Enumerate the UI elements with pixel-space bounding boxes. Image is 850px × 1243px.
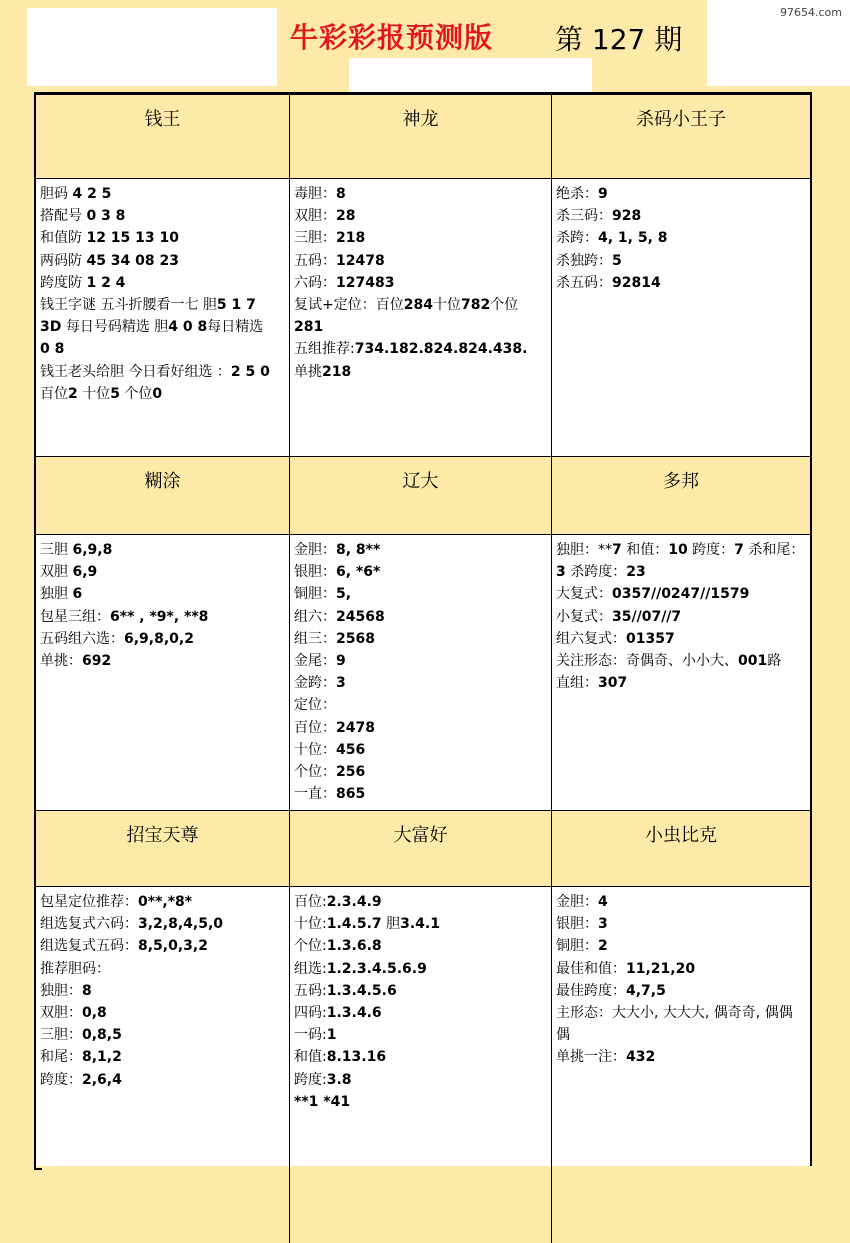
entry-value: 3 [336,675,346,692]
entry-value: 3D [40,319,62,336]
entry-value: 4, 1, 5, 8 [598,230,668,247]
entry-line [40,361,285,383]
entry-label: 百位: [294,894,327,910]
entry-line [294,338,547,360]
entry-label: 两码防 [40,252,87,269]
entry-line [294,935,547,957]
entry-line [294,628,547,650]
section-header: 杀码小王子 [552,95,810,179]
entry-value: 218 [336,230,366,247]
site-watermark: 97654.com [780,6,842,19]
entry-value: 928 [612,208,642,225]
entry-value: 8,1,2 [82,1049,122,1066]
entry-line [294,694,547,716]
entry-line [556,250,806,272]
entry-line [40,338,285,360]
entry-line [40,316,285,338]
entry-value: 0 8 [40,341,65,358]
entry-value: 6,9 [72,564,98,581]
entry-label: 金跨： [294,675,336,692]
entry-value: 35//07//7 [612,608,682,625]
entry-label: 铜胆： [556,938,598,955]
entry-label: 胆 [381,916,401,933]
entry-value: 5 1 7 [216,297,256,314]
entry-line [294,294,547,338]
entry-label: 五码： [294,252,336,269]
entry-label: 和值防 [40,230,87,247]
entry-label: 组六复式： [556,630,626,647]
entry-label: 组选复式五码： [40,938,138,955]
entry-value: 2568 [336,630,375,647]
entry-label: 双胆： [40,1005,82,1022]
entry-label: 五码: [294,982,327,999]
entry-label: 跨度： [687,542,735,558]
entry-line [294,783,547,805]
entry-value: 2 [598,938,608,955]
entry-line [556,583,806,605]
entry-label: 四码: [294,1005,327,1022]
entry-line [294,272,547,294]
entry-label: 双胆： [294,208,336,225]
section-body [290,179,552,457]
entry-value: 4 2 5 [72,186,112,202]
entry-value: 1.3.4.5.6 [326,982,397,999]
entry-value: 0 3 8 [86,208,126,225]
entry-label: 毒胆： [294,186,336,202]
entry-line [40,272,285,294]
entry-line [294,1046,547,1068]
entry-value: 1.2.3.4.5.6.9 [326,960,427,977]
entry-line [40,650,285,672]
entry-value: 5, [336,586,352,603]
entry-label: 和值: [294,1049,327,1066]
entry-line [40,1002,285,1024]
entry-label: 直组： [556,675,598,692]
entry-label: 单挑 [294,363,322,380]
entry-value: 6** , *9*, **8 [110,608,209,625]
entry-value: 8,5,0,3,2 [138,938,208,955]
section-body [36,887,290,1243]
entry-label: 钱王字谜 五斗折腰看一七 胆 [40,297,217,314]
section-header: 辽大 [290,457,552,535]
entry-label: 个位 [119,385,153,402]
entry-line [294,205,547,227]
section-body [36,535,290,811]
entry-value: 9 [598,186,608,202]
entry-value: 24568 [336,608,385,625]
entry-line [40,561,285,583]
entry-label: 独胆：** [556,542,612,558]
entry-label: 小复式： [556,608,612,625]
entry-value: 2 5 0 [230,363,270,380]
entry-value: 432 [626,1049,656,1066]
entry-value: 456 [336,741,366,758]
entry-label: 杀三码： [556,208,612,225]
entry-value: 8 [82,982,92,999]
entry-label: 单挑一注： [556,1049,626,1066]
entry-line [294,183,547,205]
section-header: 神龙 [290,95,552,179]
entry-line [40,383,285,405]
entry-line [556,1046,806,1068]
entry-value: 0357//0247//1579 [612,586,750,603]
entry-label: 铜胆： [294,586,336,603]
entry-value: 2,6,4 [82,1071,122,1088]
entry-value: 2478 [336,719,375,736]
entry-label: 一直： [294,786,336,803]
entry-line [40,935,285,957]
entry-line [40,294,285,316]
entry-label: 独胆： [40,982,82,999]
section-body [552,179,810,457]
entry-value: 218 [322,363,352,380]
entry-line [40,1069,285,1091]
entry-line [40,628,285,650]
entry-label: 包星定位推荐： [40,894,138,910]
entry-value: 92814 [612,274,661,291]
entry-line [294,980,547,1002]
entry-line [40,250,285,272]
entry-value: 4 [598,894,608,910]
entry-label: 银胆： [294,564,336,581]
entry-label: 银胆： [556,916,598,933]
entry-label: 关注形态：奇偶奇、小小大、 [556,653,738,670]
entry-value: 3,2,8,4,5,0 [138,916,224,933]
entry-value: 3 [556,564,566,581]
entry-value: 2.3.4.9 [326,894,382,910]
entry-value: 0,8 [82,1005,107,1022]
entry-label: 金胆： [294,542,336,558]
entry-label: 十位 [432,297,461,314]
entry-line [556,205,806,227]
entry-line [40,913,285,935]
section-body [36,179,290,457]
entry-label: 杀跨： [556,230,598,247]
entry-label: 大复式： [556,586,612,603]
entry-label: 金胆： [556,894,598,910]
entry-label: 最佳和值： [556,960,626,977]
entry-line [294,1024,547,1046]
entry-label: 杀跨度： [565,564,627,581]
entry-value: 1.3.6.8 [326,938,382,955]
entry-line [294,913,547,935]
entry-line [40,583,285,605]
entry-value: 11,21,20 [626,960,696,977]
entry-value: 5 [612,252,622,269]
entry-line [556,628,806,650]
entry-value: 3 [598,916,608,933]
section-body [290,535,552,811]
entry-line [294,717,547,739]
table-corner-mark [34,1162,42,1170]
blank-area-center [349,58,592,94]
entry-value: 2 [68,385,78,402]
entry-line [294,1069,547,1091]
entry-line [556,227,806,249]
entry-value: 782 [460,297,491,314]
entry-label: 杀五码： [556,274,612,291]
entry-label: 一码: [294,1027,327,1044]
entry-line [556,672,806,694]
entry-label: 路 [767,653,782,670]
entry-label: 五码组六选： [40,630,124,647]
entry-label: 百位： [294,719,336,736]
entry-line [40,1046,285,1068]
entry-label: 最佳跨度： [556,982,626,999]
entry-label: 胆码 [40,186,73,202]
entry-label: 个位： [294,764,336,781]
entry-line [40,958,285,980]
page-title: 牛彩彩报预测版 [290,21,494,54]
entry-value: 28 [336,208,356,225]
entry-line [294,958,547,980]
entry-value: 1.3.4.6 [326,1005,382,1022]
entry-label: 推荐胆码： [40,960,110,977]
entry-label: 组选复式六码： [40,916,138,933]
entry-line [556,891,806,913]
entry-value: 6 [72,586,83,603]
entry-line [556,650,806,672]
entry-line [294,650,547,672]
entry-value: 6,9,8 [72,542,113,558]
entry-value: 256 [336,764,366,781]
entry-label: 独胆 [40,586,73,603]
entry-line [294,891,547,913]
entry-line [294,1002,547,1024]
entry-label: 和尾： [40,1049,82,1066]
entry-line [294,761,547,783]
entry-label: 金尾： [294,653,336,670]
entry-value: 23 [626,564,646,581]
entry-value: 7 [612,542,622,558]
entry-line [556,935,806,957]
entry-line [40,1024,285,1046]
section-body [290,887,552,1243]
entry-value: 10 [668,542,688,558]
entry-line [294,739,547,761]
section-header: 糊涂 [36,457,290,535]
entry-label: 绝杀： [556,186,598,202]
entry-line [40,205,285,227]
entry-line [294,227,547,249]
entry-value: 0,8,5 [82,1027,122,1044]
entry-label: 十位 [77,385,111,402]
entry-line [556,1002,806,1046]
prediction-table [34,92,812,1166]
entry-value: 284 [403,297,433,314]
entry-label: 杀和尾： [743,542,805,558]
entry-value: 734.182.824.824.438. [354,341,528,358]
entry-value: 692 [82,653,112,670]
section-header: 小虫比克 [552,811,810,887]
entry-value: **1 *41 [294,1093,351,1110]
entry-line [556,913,806,935]
entry-line [40,891,285,913]
entry-value: 865 [336,786,366,803]
entry-line [40,183,285,205]
entry-label: 定位： [294,697,336,714]
entry-value: 6,9,8,0,2 [124,630,194,647]
entry-value: 3.8 [326,1071,352,1088]
section-header: 多邦 [552,457,810,535]
entry-line [556,980,806,1002]
entry-value: 4,7,5 [626,982,666,999]
entry-value: 8.13.16 [326,1049,387,1066]
entry-line [40,980,285,1002]
entry-value: 8 [336,186,346,202]
entry-label: 搭配号 [40,208,87,225]
entry-value: 12478 [336,252,385,269]
entry-label: 跨度防 [40,274,87,291]
entry-value: 12 15 13 10 [86,230,180,247]
entry-value: 7 [734,542,744,558]
section-header: 大富好 [290,811,552,887]
entry-line [40,539,285,561]
entry-label: 每日号码精选 胆 [61,319,169,336]
entry-label: 包星三组： [40,608,110,625]
entry-label: 钱王老头给胆 今日看好组选 ： [40,363,231,380]
entry-line [294,539,547,561]
entry-label: 组六： [294,608,336,625]
entry-line [294,561,547,583]
blank-area-left [27,8,277,86]
entry-value: 127483 [336,274,395,291]
entry-value: 0**,*8* [138,894,193,910]
entry-label: 三胆 [40,542,73,558]
entry-value: 281 [294,319,324,336]
entry-value: 9 [336,653,346,670]
entry-line [294,361,547,383]
entry-label: 十位： [294,741,336,758]
section-body [552,887,810,1243]
entry-line [40,606,285,628]
entry-label: 复试+定位：百位 [294,297,404,314]
entry-label: 主形态：大大小, 大大大, 偶奇奇, 偶偶偶 [556,1005,793,1044]
entry-value: 307 [598,675,628,692]
issue-number: 第 127 期 [555,23,683,56]
entry-line [294,606,547,628]
entry-label: 六码： [294,274,336,291]
entry-value: 3.4.1 [400,916,440,933]
entry-label: 五组推荐: [294,341,355,358]
entry-value: 1.4.5.7 [326,916,382,933]
entry-label: 个位: [294,938,327,955]
entry-label: 杀独跨： [556,252,612,269]
entry-label: 每日精选 [207,319,264,336]
entry-label: 组选: [294,960,327,977]
entry-value: 6, *6* [336,564,381,581]
entry-label: 双胆 [40,564,73,581]
entry-value: 8, 8** [336,542,381,558]
entry-label: 单挑： [40,653,82,670]
entry-label: 个位 [490,297,519,314]
entry-line [294,672,547,694]
entry-label: 和值： [621,542,669,558]
entry-label: 三胆： [294,230,336,247]
entry-line [556,272,806,294]
entry-value: 1 [326,1027,337,1044]
entry-label: 三胆： [40,1027,82,1044]
entry-value: 1 2 4 [86,274,126,291]
entry-line [556,958,806,980]
entry-line [294,250,547,272]
entry-label: 跨度: [294,1071,327,1088]
entry-value: 01357 [626,630,675,647]
section-header: 招宝天尊 [36,811,290,887]
entry-line [40,227,285,249]
entry-label: 十位: [294,916,327,933]
entry-value: 001 [738,653,768,670]
section-body [552,535,810,811]
entry-label: 跨度： [40,1071,82,1088]
entry-value: 0 [152,385,163,402]
entry-line [556,539,806,583]
section-header: 钱王 [36,95,290,179]
entry-line [556,606,806,628]
entry-line [294,583,547,605]
entry-label: 组三： [294,630,336,647]
entry-line [556,183,806,205]
entry-label: 百位 [40,385,68,402]
entry-value: 5 [110,385,120,402]
entry-value: 45 34 08 23 [86,252,180,269]
entry-line [294,1091,547,1113]
entry-value: 4 0 8 [168,319,208,336]
